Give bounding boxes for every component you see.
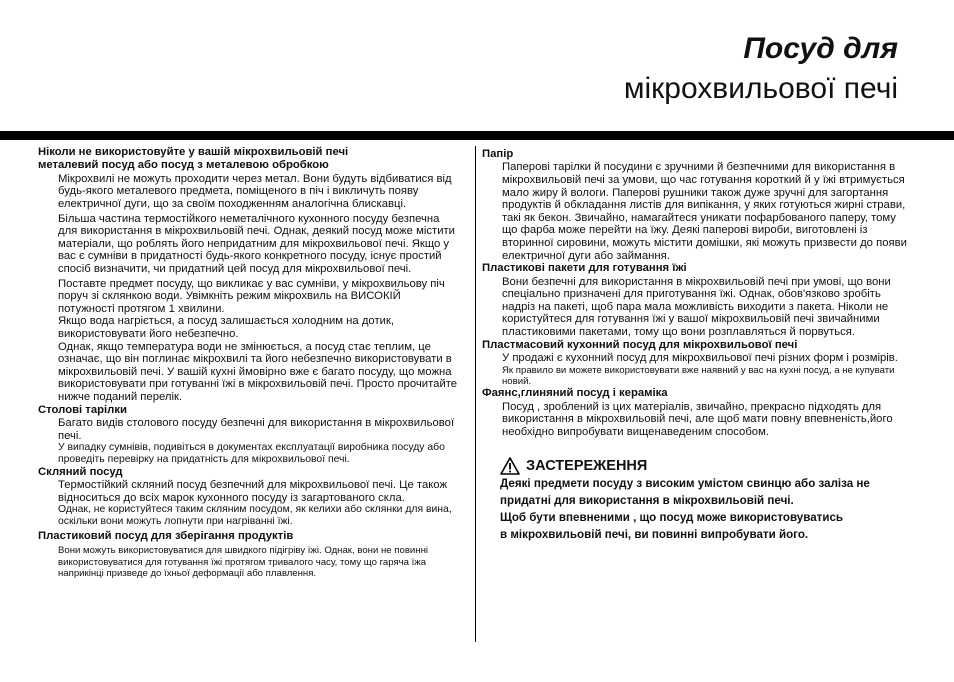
metal-heading-line-2: металевий посуд або посуд з металевою обробкою	[38, 159, 329, 172]
warning-line: придатні для використання в мікрохвильовій печі.	[500, 493, 794, 507]
column-divider	[475, 146, 476, 642]
page-title	[624, 30, 898, 108]
paper-paragraph: Паперові тарілки й посудини є зручними й безпечними для використання в мікрохвильовій печі за умови, що час готування короткий й у їжі втримується мало жиру й вологи. Паперові рушники також дуже зручні для загортання продуктів й обкладання листів для випікання, у яких готуються жирні страви, такі як бекон. Звичайно, намагайтеся уникати пофарбованого паперу, тому що фарба може перейти на їжу. Деякі паперові вироби, виготовлені із вторинної сировини, можуть містити домішки, які можуть призвести до появи електричної дуги або займання.	[502, 161, 907, 262]
ceramic-paragraph: Посуд , зроблений із цих матеріалів, звичайно, прекрасно підходять для використання в мікрохвильовій печі, але щоб мати повну впевненість,його необхідно випробувати вищенаведеним способом.	[502, 400, 893, 438]
glass-paragraph: Термостійкий скляний посуд безпечний для мікрохвильової печі. Це також відноситься до всіх марок кухонного посуду із загартованого скла.	[58, 479, 448, 504]
paper-heading: Папір	[482, 148, 514, 160]
warning-triangle-icon	[500, 457, 520, 475]
table-paragraph: У випадку сумнівів, подивіться в документах експлуатації виробника посуду або проведіть перевірку на придатність для мікрохвильової печі.	[58, 442, 445, 465]
plastic-paragraph: Вони можуть використовуватися для швидкого підігріву їжі. Однак, вони не повинні використовуватися для готування їжі протягом тривалого часу, тому що гаряча їжа наприкінці призведе до їхньої деформації або плавлення.	[58, 545, 429, 580]
header-rule	[0, 131, 954, 140]
warning-line: Деякі предмети посуду з високим умістом свинцю або заліза не	[500, 476, 870, 490]
metal-paragraph: Якщо вода нагріється, а посуд залишається холодним на дотик, використовувати його небезпечно.	[58, 315, 395, 340]
bags-paragraph: Вони безпечні для використання в мікрохвильовій печі при умові, що вони спеціально призначені для приготування їжі. Однак, обов'язково зробіть надріз на пакеті, щоб пара мала можливість виходити з пакета. Ніколи не користуйтеся для готування їжі у вашої мікрохвильовій печі звичайними пластиковими пакетами, тому що вони розплавляться й порвуться.	[502, 275, 891, 338]
warning-line: Щоб бути впевненими , що посуд може використовуватись	[500, 510, 844, 524]
metal-heading-line-1: Ніколи не використовуйте у вашій мікрохвильовій печі	[38, 146, 349, 158]
warning-box	[482, 457, 912, 543]
cookware-paragraph: У продажі є кухонний посуд для мікрохвильової печі різних форм і розмірів.	[502, 351, 898, 364]
cookware-paragraph: Як правило ви можете використовувати вже наявний у вас на кухні посуд, а не купувати новий.	[502, 364, 895, 387]
title-line-1: Посуд для	[743, 32, 898, 65]
table-heading: Столові тарілки	[38, 403, 127, 416]
left-column	[38, 146, 460, 580]
metal-paragraph: Однак, якщо температура води не змінюється, а посуд стає теплим, це означає, що він поглинає мікрохвилі та його небезпечно використовувати в мікрохвильовій печі. У вашій кухні ймовірно вже є багато посуду, що можна використовувати при готуванні їжі в мікрохвильовій печі. Просто прочитайте нижче поданий перелік.	[58, 340, 458, 403]
metal-paragraph: Мікрохвилі не можуть проходити через метал. Вони будуть відбиватися від будь-якого металевого предмета, поміщеного в піч і викличуть появу електричної дуги, що за своїм походженням аналогічна блискавці.	[58, 172, 452, 210]
cookware-heading: Пластмасовий кухонний посуд для мікрохвильової печі	[482, 338, 798, 351]
right-column	[482, 148, 912, 543]
bags-heading: Пластикові пакети для готування їжі	[482, 262, 687, 275]
metal-paragraph: Поставте предмет посуду, що викликає у вас сумніви, у мікрохвильову піч поруч зі склянкою води. Увімкніть режим мікрохвиль на ВИСОКІЙ потужності протягом 1 хвилини.	[58, 277, 445, 315]
warning-label: ЗАСТЕРЕЖЕННЯ	[526, 457, 648, 474]
plastic-heading: Пластиковий посуд для зберігання продуктів	[38, 529, 294, 542]
warning-line: в мікрохвильовій печі, ви повинні випробувати його.	[500, 527, 809, 541]
glass-heading: Скляний посуд	[38, 465, 123, 478]
ceramic-heading: Фаянс,глиняний посуд і кераміка	[482, 387, 668, 400]
title-line-2: мікрохвильової печі	[623, 72, 898, 105]
warning-title	[500, 457, 912, 475]
metal-paragraph: Більша частина термостійкого неметалічного кухонного посуду безпечна для використання в мікрохвильовій печі. Однак, деякий посуд може містити матеріали, що роблять його непридатним для мікрохвильової печі. Якщо у вас є сумніви в придатності будь-якого конкретного посуду, існує простий спосіб визначити, чи придатний цей посуд для мікрохвильової печі.	[58, 212, 455, 275]
glass-paragraph: Однак, не користуйтеся таким скляним посудом, як келихи або склянки для вина, оскільки вони можуть лопнути при нагріванні їжі.	[58, 504, 452, 528]
table-paragraph: Багато видів столового посуду безпечні для використання в мікрохвильової печі.	[58, 416, 455, 442]
